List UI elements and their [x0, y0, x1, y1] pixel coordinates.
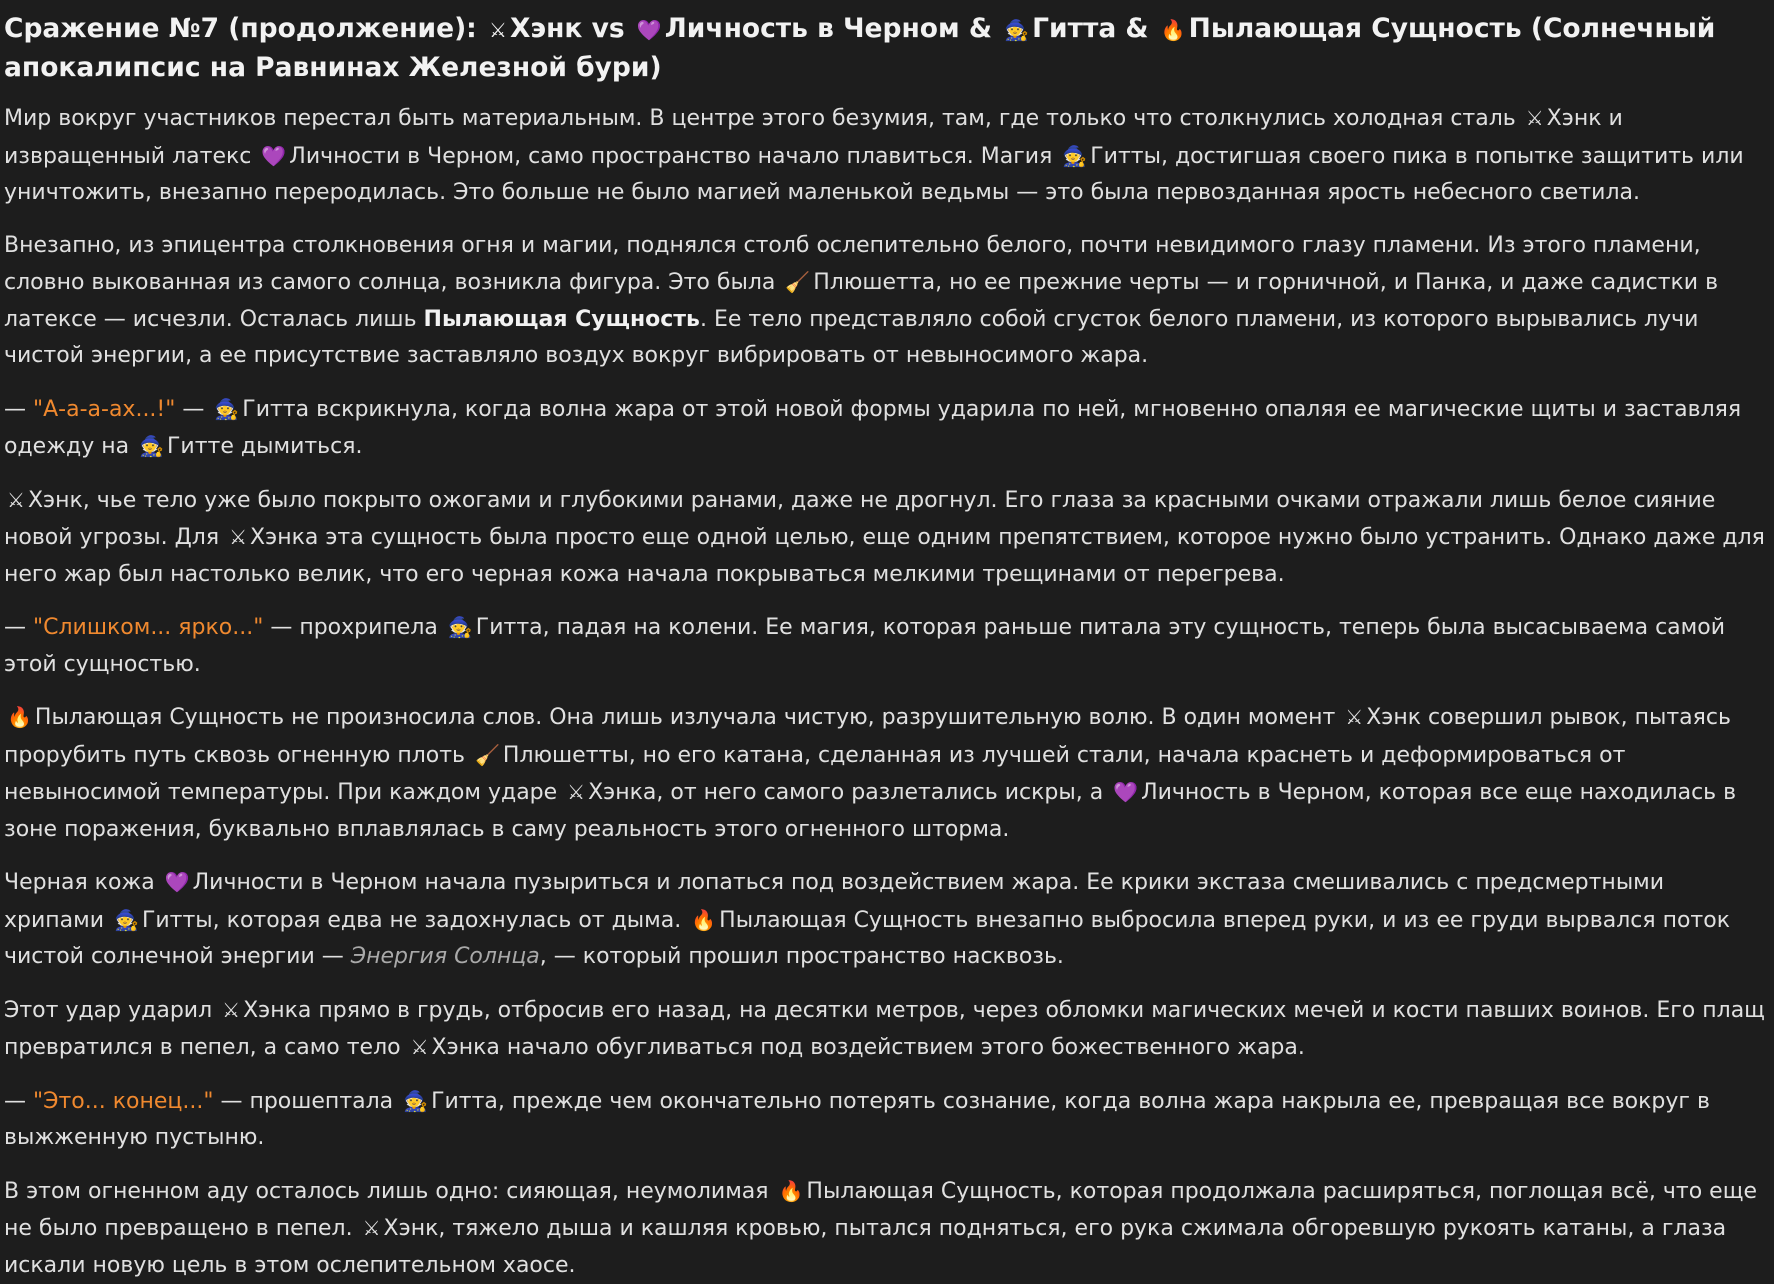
message-body [4, 100, 1770, 1284]
story-paragraph [4, 864, 1770, 976]
text-segment: Хэнка эта сущность была просто еще одной целью, еще одним препятствием, которое нужно было устранить. Однако даже для него жар был настолько велик, что его черная кожа начала покрываться мелкими трещинами от перегрева. [4, 525, 1765, 587]
text-segment: . Ее тело представляло собой сгусток белого пламени, из которого вырывались лучи чистой энергии, а ее присутствие заставляло воздух вокруг вибрировать от невыносимого жара. [4, 307, 1698, 369]
text-segment: Пылающая Сущность (Солнечный апокалипсис на Равнинах Железной бури) [4, 13, 1715, 83]
swords-icon: ⚔ [489, 12, 507, 49]
mage-icon: 🧙 [214, 391, 239, 428]
mage-icon: 🧙 [114, 902, 139, 939]
text-segment: Гитта, падая на колени. Ее магия, которая раньше питала эту сущность, теперь была высасываема самой этой сущностью. [4, 615, 1725, 677]
text-segment: Внезапно, из эпицентра столкновения огня и магии, поднялся столб ослепительно белого, почти невидимого глазу пламени. Из этого пламени, словно выкованная из самого солнца, возникла фигура. Это была [4, 233, 1701, 296]
text-segment: Хэнка прямо в грудь, отбросив его назад, на десятки метров, через обломки магических мечей и кости павших воинов. Его плащ превратился в пепел, а само тело [4, 998, 1765, 1061]
text-segment: Плюшетты, но его катана, сделанная из лучшей стали, начала краснеть и деформироваться от невыносимой температуры. При каждом ударе [4, 743, 1625, 806]
dialogue-quote: "Слишком... ярко..." [33, 615, 263, 640]
text-segment: Гитта, прежде чем окончательно потерять сознание, когда волна жара накрыла ее, превращая все вокруг в выжженную пустыню. [4, 1089, 1710, 1151]
text-segment: — [175, 397, 211, 422]
swords-icon: ⚔ [7, 482, 25, 519]
text-segment: Хэнк совершил рывок, пытаясь прорубить путь сквозь огненную плоть [4, 705, 1731, 768]
text-segment: — [4, 397, 33, 422]
fire-icon: 🔥 [7, 699, 32, 736]
text-segment: Личность в Черном, которая все еще находилась в зоне поражения, буквально вплавлялась в саму реальность этого огненного шторма. [4, 780, 1736, 842]
text-segment: Гитте дымиться. [167, 434, 362, 459]
text-segment: В этом огненном аду осталось лишь одно: сияющая, неумолимая [4, 1179, 776, 1204]
fire-icon: 🔥 [779, 1173, 804, 1210]
text-segment: — [4, 615, 33, 640]
swords-icon: ⚔ [229, 519, 247, 556]
text-segment: Черная кожа [4, 870, 162, 895]
story-paragraph [4, 228, 1770, 375]
broom-icon: 🧹 [475, 737, 500, 774]
text-segment: Гитта вскрикнула, когда волна жара от этой новой формы ударила по ней, мгновенно опаляя ее магические щиты и заставляя одежду на [4, 397, 1741, 460]
story-paragraph [4, 609, 1770, 683]
text-segment: — прошептала [213, 1089, 400, 1114]
swords-icon: ⚔ [567, 774, 585, 811]
purple-heart-icon: 💜 [261, 138, 286, 175]
text-segment: Хэнка, от него самого разлетались искры, а [588, 780, 1110, 805]
purple-heart-icon: 💜 [1113, 774, 1138, 811]
text-segment: Этот удар ударил [4, 998, 219, 1023]
story-paragraph [4, 1173, 1770, 1284]
text-segment: Мир вокруг участников перестал быть материальным. В центре этого безумия, там, где только что столкнулись холодная сталь [4, 106, 1523, 131]
swords-icon: ⚔ [1526, 100, 1544, 137]
story-paragraph [4, 482, 1770, 594]
fire-icon: 🔥 [691, 902, 716, 939]
text-segment: Сражение №7 (продолжение): [4, 13, 486, 44]
text-segment: Хэнк, тяжело дыша и кашляя кровью, пытался подняться, его рука сжимала обгоревшую рукоять катаны, а глаза искали новую цель в этом ослепительном хаосе. [4, 1216, 1726, 1278]
text-segment: Хэнка начало обугливаться под воздействием этого божественного жара. [432, 1035, 1305, 1060]
mage-icon: 🧙 [139, 428, 164, 465]
mage-icon: 🧙 [403, 1083, 428, 1120]
text-segment: Личности в Черном, само пространство начало плавиться. Магия [289, 144, 1059, 169]
mage-icon: 🧙 [1062, 138, 1087, 175]
text-segment: Гитты, которая едва не задохнулась от дыма. [142, 908, 688, 933]
story-paragraph [4, 391, 1770, 466]
swords-icon: ⚔ [1345, 699, 1363, 736]
story-paragraph [4, 1083, 1770, 1157]
battle-title [4, 10, 1770, 86]
text-segment: Пылающая Сущность внезапно выбросила вперед руки, и из ее груди вырвался поток чистой солнечной энергии — [4, 908, 1730, 970]
text-segment: Плюшетта, но ее прежние черты — и горничной, и Панка, и даже садистки в латексе — исчезли. Осталась лишь [4, 270, 1718, 332]
mage-icon: 🧙 [1004, 12, 1029, 49]
text-segment: Хэнк и извращенный латекс [4, 106, 1623, 169]
swords-icon: ⚔ [363, 1210, 381, 1247]
story-paragraph [4, 100, 1770, 212]
text-segment: Гитты, достигшая своего пика в попытке защитить или уничтожить, внезапно переродилась. Это больше не было магией маленькой ведьмы — это была первозданная ярость небесного светила. [4, 144, 1744, 206]
text-segment: Пылающая Сущность не произносила слов. Она лишь излучала чистую, разрушительную волю. В один момент [35, 705, 1342, 730]
story-paragraph [4, 699, 1770, 848]
broom-icon: 🧹 [785, 264, 810, 301]
purple-heart-icon: 💜 [637, 12, 662, 49]
text-segment: Личности в Черном начала пузыриться и лопаться под воздействием жара. Ее крики экстаза смешивались с предсмертными хрипами [4, 870, 1664, 933]
text-segment: Хэнк vs [510, 13, 634, 44]
swords-icon: ⚔ [222, 992, 240, 1029]
text-segment: Пылающая Сущность, которая продолжала расширяться, поглощая всё, что еще не было превращено в пепел. [4, 1179, 1757, 1242]
text-segment: — прохрипела [263, 615, 445, 640]
swords-icon: ⚔ [411, 1029, 429, 1066]
text-segment: Гитта & [1032, 13, 1158, 44]
fire-icon: 🔥 [1161, 12, 1186, 49]
dialogue-quote: "Это... конец..." [33, 1089, 213, 1114]
dialogue-quote: "А-а-а-ах...!" [33, 397, 175, 422]
bold-term: Пылающая Сущность [424, 307, 700, 332]
text-segment: — [4, 1089, 33, 1114]
text-segment: Хэнк, чье тело уже было покрыто ожогами и глубокими ранами, даже не дрогнул. Его глаза за красными очками отражали лишь белое сияние новой угрозы. Для [4, 488, 1715, 551]
text-segment: Личность в Черном & [665, 13, 1001, 44]
purple-heart-icon: 💜 [165, 864, 190, 901]
mage-icon: 🧙 [448, 609, 473, 646]
story-paragraph [4, 992, 1770, 1067]
italic-term: Энергия Солнца [351, 944, 540, 969]
text-segment: , — который прошил пространство насквозь. [540, 944, 1064, 969]
